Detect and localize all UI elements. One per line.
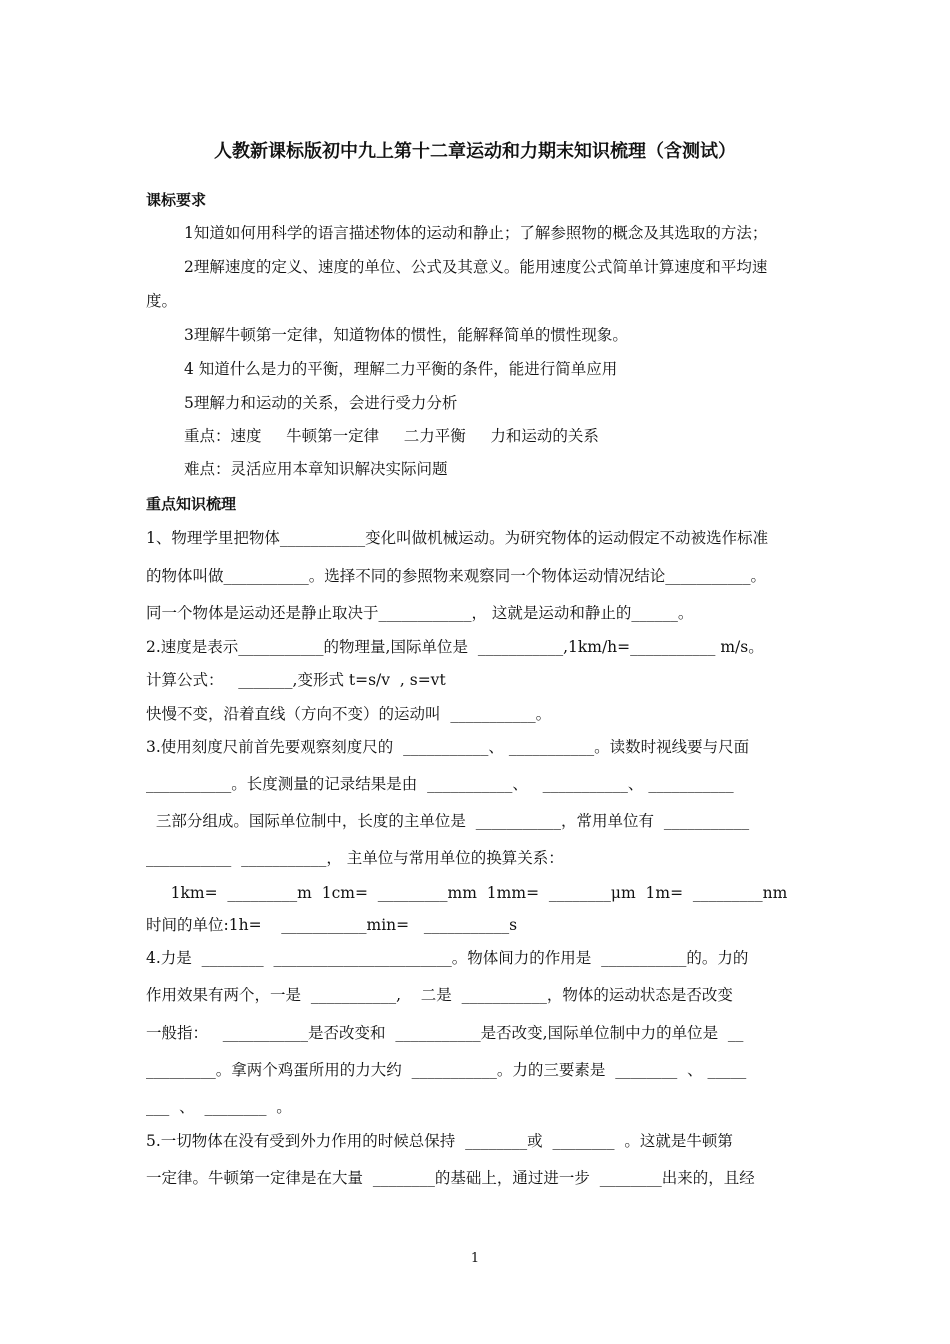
knowledge-line: ___ 、 ________ 。 — [146, 1098, 292, 1116]
key-points: 重点：速度 牛顿第一定律 二力平衡 力和运动的关系 — [184, 427, 599, 445]
knowledge-line: 1、物理学里把物体___________变化叫做机械运动。为研究物体的运动假定不动被选作标准 — [146, 529, 769, 547]
knowledge-line: 一般指： ___________是否改变和 ___________是否改变,国际单位制中力的单位是 __ — [146, 1024, 744, 1042]
knowledge-line: 5.一切物体在没有受到外力作用的时候总保持 ________或 ________ 。这就是牛顿第 — [146, 1132, 733, 1150]
requirement-2-cont: 度。 — [146, 292, 178, 310]
section-heading-requirements: 课标要求 — [146, 191, 207, 209]
knowledge-line: 时间的单位:1h= ___________min= ___________s — [146, 916, 518, 934]
knowledge-line: 计算公式： _______,变形式 t=s/v , s=vt — [146, 671, 446, 689]
page-number: 1 — [470, 1251, 480, 1266]
knowledge-line: 快慢不变，沿着直线（方向不变）的运动叫 ___________。 — [146, 705, 552, 723]
knowledge-line: 4.力是 ________ _______________________。物体间力的作用是 ___________的。力的 — [146, 949, 749, 967]
knowledge-line: 1km= _________m 1cm= _________mm 1mm= ________μm 1m= _________nm — [146, 884, 788, 902]
requirement-4: 4 知道什么是力的平衡，理解二力平衡的条件，能进行简单应用 — [184, 360, 618, 378]
knowledge-line: 三部分组成。国际单位制中，长度的主单位是 ___________，常用单位有 ___________ — [146, 812, 750, 830]
knowledge-line: 一定律。牛顿第一定律是在大量 ________的基础上，通过进一步 ________出来的，且经 — [146, 1169, 755, 1187]
requirement-1: 1知道如何用科学的语言描述物体的运动和静止；了解参照物的概念及其选取的方法； — [184, 224, 768, 242]
requirement-2: 2理解速度的定义、速度的单位、公式及其意义。能用速度公式简单计算速度和平均速 — [184, 258, 768, 276]
document-title: 人教新课标版初中九上第十二章运动和力期末知识梳理（含测试） — [214, 141, 736, 162]
knowledge-line: _________。拿两个鸡蛋所用的力大约 ___________。力的三要素是 ________ 、 _____ — [146, 1061, 747, 1079]
knowledge-line: ___________。长度测量的记录结果是由 ___________、 ___________、 ___________ — [146, 775, 734, 793]
knowledge-line: 作用效果有两个，一是 ___________, 二是 ___________，物体的运动状态是否改变 — [146, 986, 733, 1004]
requirement-3: 3理解牛顿第一定律，知道物体的惯性，能解释简单的惯性现象。 — [184, 326, 628, 344]
knowledge-line: ___________ ___________， 主单位与常用单位的换算关系： — [146, 849, 564, 867]
requirement-5: 5理解力和运动的关系，会进行受力分析 — [184, 394, 458, 412]
knowledge-line: 2.速度是表示___________的物理量,国际单位是 ___________,1km/h=___________ m/s。 — [146, 638, 764, 656]
knowledge-line: 同一个物体是运动还是静止取决于____________， 这就是运动和静止的______。 — [146, 604, 694, 622]
knowledge-line: 的物体叫做___________。选择不同的参照物来观察同一个物体运动情况结论___________。 — [146, 567, 767, 585]
section-heading-knowledge: 重点知识梳理 — [146, 495, 237, 513]
difficulty: 难点：灵活应用本章知识解决实际问题 — [184, 460, 448, 478]
knowledge-line: 3.使用刻度尺前首先要观察刻度尺的 ___________、 ___________。读数时视线要与尺面 — [146, 738, 750, 756]
